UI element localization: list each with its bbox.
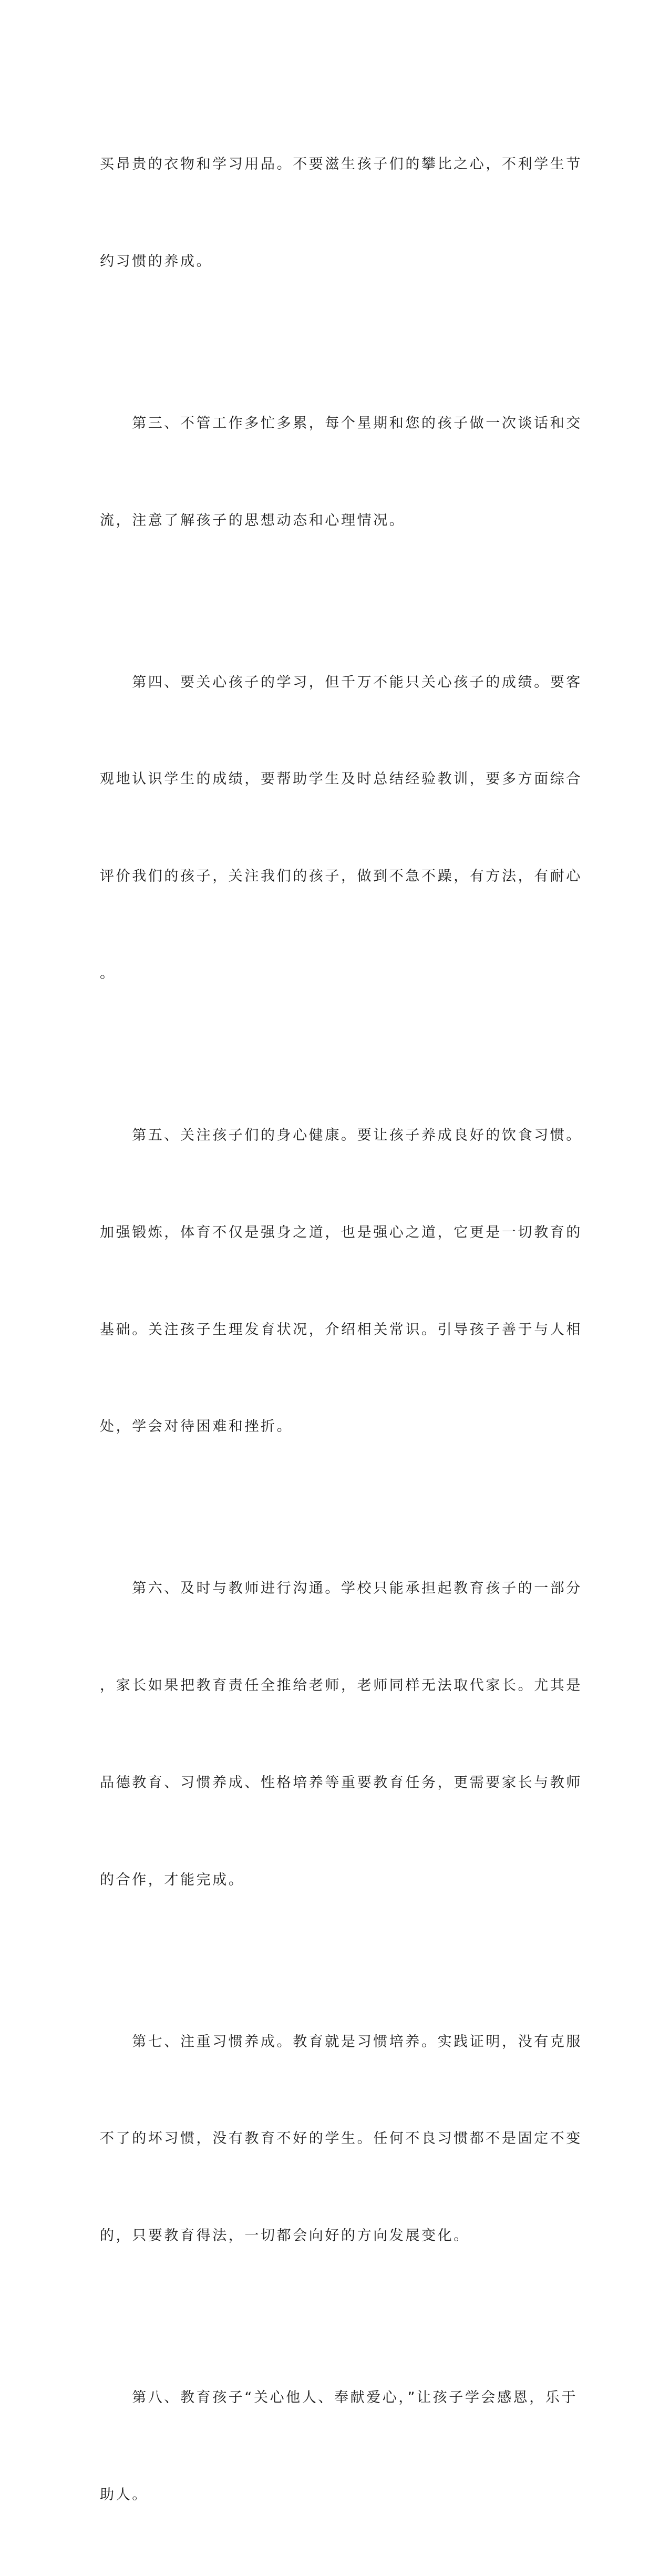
text-line: 的合作，才能完成。 (100, 1871, 245, 1888)
text-line: 第八、教育孩子“关心他人、奉献爱心，”让孩子学会感恩，乐于 (100, 2389, 578, 2406)
paragraph-item-7 (100, 1961, 582, 2317)
text-line: 不了的坏习惯，没有教育不好的学生。任何不良习惯都不是固定不变 (100, 2130, 582, 2147)
paragraph-item-8 (100, 2317, 578, 2576)
text-line: 第五、关注孩子们的身心健康。要让孩子养成良好的饮食习惯。 (100, 1127, 582, 1143)
paragraph-item-3 (100, 343, 582, 602)
document-body (100, 84, 582, 2576)
text-line: 观地认识学生的成绩，要帮助学生及时总结经验教训，要多方面综合 (100, 771, 582, 788)
text-line: 约习惯的养成。 (100, 253, 213, 270)
text-line: 评价我们的孩子，关注我们的孩子，做到不急不躁，有方法，有耐心 (100, 868, 582, 885)
paragraph-item-5 (100, 1055, 582, 1508)
text-line: 加强锻炼，体育不仅是强身之道，也是强心之道，它更是一切教育的 (100, 1224, 582, 1241)
text-line: 第四、要关心孩子的学习，但千万不能只关心孩子的成绩。要客 (100, 674, 582, 691)
text-line: 第七、注重习惯养成。教育就是习惯培养。实践证明，没有克服 (100, 2033, 582, 2050)
text-line: 基础。关注孩子生理发育状况，介绍相关常识。引导孩子善于与人相 (100, 1321, 582, 1338)
text-line: 助人。 (100, 2486, 148, 2503)
paragraph-item-4 (100, 602, 582, 1055)
text-line: 第三、不管工作多忙多累，每个星期和您的孩子做一次谈话和交 (100, 415, 582, 431)
text-line: 处，学会对待困难和挫折。 (100, 1418, 293, 1435)
paragraph-item-6 (100, 1508, 582, 1961)
text-line: 买昂贵的衣物和学习用品。不要滋生孩子们的攀比之心，不利学生节 (100, 156, 582, 173)
text-line: 的，只要教育得法，一切都会向好的方向发展变化。 (100, 2228, 470, 2244)
paragraph-continuation (100, 84, 582, 343)
text-line: 品德教育、习惯养成、性格培养等重要教育任务，更需要家长与教师 (100, 1774, 582, 1791)
text-line: 第六、及时与教师进行沟通。学校只能承担起教育孩子的一部分 (100, 1580, 582, 1597)
text-line: 流，注意了解孩子的思想动态和心理情况。 (100, 512, 406, 529)
text-line: ，家长如果把教育责任全推给老师，老师同样无法取代家长。尤其是 (100, 1677, 582, 1694)
text-line: 。 (100, 965, 116, 982)
